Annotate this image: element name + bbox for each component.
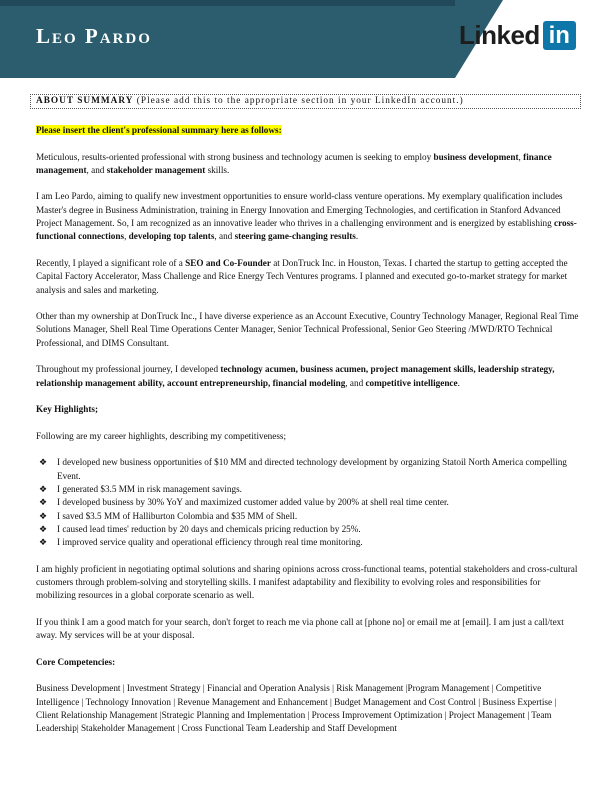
linkedin-logo-box: in <box>543 21 576 50</box>
text: , and <box>214 231 235 242</box>
paragraph-contact: If you think I am a good match for your search, don't forget to reach me via phone call at [phone no] or email me at [email]. I am just a call/text away. My services will be at your disposal. <box>36 616 564 641</box>
list-item <box>36 483 579 496</box>
highlights-intro: Following are my career highlights, describing my competitiveness; <box>36 430 287 441</box>
paragraph-qualifications <box>36 190 579 243</box>
bold-text: SEO and Co-Founder <box>185 257 271 268</box>
highlights-list <box>36 456 579 549</box>
paragraph-soft-skills: I am highly proficient in negotiating optimal solutions and sharing opinions across cross-functional teams, potential stakeholders and cross-cultural customers through problem-solving and storytelling skills. I manifest adaptability and flexibility to evolving roles and responsibilities for mobilizing resources in a global corporate scenario as well. <box>36 563 578 601</box>
competencies-title: Core Competencies: <box>36 656 116 667</box>
list-item-text: I improved service quality and operational efficiency through real time monitoring. <box>57 537 363 548</box>
linkedin-logo-word: Linked <box>459 20 540 50</box>
about-summary-bar <box>30 94 581 109</box>
text: I am Leo Pardo, aiming to qualify new investment opportunities to ensure world-class venture operations. My exemplary qualification includes Master's degree in Business Administration, training in Energy Innovation and Emerging Technologies, and certification in Stanford Advanced Project Management. So, I am recognized as an innovative leader who thrives in a challenging environment and is energized by establishing <box>36 191 563 229</box>
about-summary-label: ABOUT SUMMARY <box>36 96 134 106</box>
text: Recently, I played a significant role of a <box>36 257 186 268</box>
paragraph-recent-role <box>36 257 579 297</box>
list-item <box>36 510 579 523</box>
bold-text: finance management <box>36 151 552 175</box>
bold-text: cross-functional connections <box>36 218 577 242</box>
list-item <box>36 536 579 549</box>
paragraph-skills <box>36 363 579 390</box>
linkedin-logo <box>459 20 576 51</box>
text: . <box>355 231 359 242</box>
bold-text: competitive intelligence <box>365 377 458 388</box>
diamond-bullet-icon: ❖ <box>39 497 48 508</box>
bold-text: developing top talents <box>128 231 215 242</box>
about-summary-note: (Please add this to the appropriate section in your LinkedIn account.) <box>136 96 464 106</box>
bold-text: business development <box>433 151 519 162</box>
list-item-text: I generated $3.5 MM in risk management savings. <box>57 484 242 495</box>
diamond-bullet-icon: ❖ <box>39 510 48 521</box>
highlights-title-text: Key Highlights; <box>36 404 99 415</box>
candidate-name: Leo Pardo <box>36 24 152 48</box>
text: . <box>457 377 460 388</box>
list-item-text: I caused lead times' reduction by 20 days and chemicals pricing reduction by 25%. <box>57 523 361 534</box>
diamond-bullet-icon: ❖ <box>39 537 48 548</box>
text: Throughout my professional journey, I developed <box>36 364 221 375</box>
text: , and <box>345 377 366 388</box>
text: skills. <box>205 164 230 175</box>
paragraph-experience: Other than my ownership at DonTruck Inc., I have diverse experience as an Account Executive, Country Technology Manager, Regional Real Time Solutions Manager, Shell Real Time Operations Center Manager, Senior Technical Professional, Senior Geo Steering /MWD/RTO Technical Professional, and DIMS Consultant. <box>36 311 579 348</box>
bold-text: technology acumen, business acumen, project management skills, leadership strategy, relationship management ability, account entrepreneurship, financial modeling <box>36 364 555 388</box>
text: , <box>518 151 524 162</box>
text: at DonTruck Inc. in Houston, Texas. I charted the startup to getting accepted the Capital Factory Accelerator, Mass Challenge and Rice Energy Tech Ventures programs. I planned and executed go-to-market strategy for market analysis and sales and marketing. <box>36 257 568 295</box>
bold-text: stakeholder management <box>106 164 206 175</box>
summary-content <box>36 124 579 749</box>
header-banner-strip <box>0 0 455 6</box>
bold-text: steering game-changing results <box>234 231 356 242</box>
list-item-text: I developed business by 30% YoY and maximized customer added value by 200% at shell real time center. <box>57 497 449 508</box>
competencies-list: Business Development | Investment Strategy | Financial and Operation Analysis | Risk Management |Program Management | Competitive Intelligence | Technology Innovation | Revenue Management and Enhancement | Budget Management and Cost Control | Business Expertise | Client Relationship Management |Strategic Planning and Implementation | Process Improvement Optimization | Project Management | Team Leadership| Stakeholder Management | Cross Functional Team Leadership and Staff Development <box>36 683 557 734</box>
instruction-highlight: Please insert the client's professional summary here as follows: <box>36 125 282 135</box>
list-item <box>36 523 579 536</box>
list-item-text: I saved $3.5 MM of Halliburton Colombia and $35 MM of Shell. <box>57 510 298 521</box>
list-item-text: I developed new business opportunities of $10 MM and directed technology development by organizing Statoil North America compelling Event. <box>57 457 567 481</box>
diamond-bullet-icon: ❖ <box>39 523 48 534</box>
diamond-bullet-icon: ❖ <box>39 484 48 495</box>
list-item <box>36 496 579 509</box>
list-item <box>36 456 579 483</box>
paragraph-intro <box>36 151 579 178</box>
text: , <box>124 231 129 242</box>
text: , and <box>86 164 107 175</box>
highlights-title <box>36 403 579 416</box>
diamond-bullet-icon: ❖ <box>39 457 48 468</box>
text: Meticulous, results-oriented professional with strong business and technology acumen is seeking to employ <box>36 151 434 162</box>
instruction-line <box>36 124 579 137</box>
